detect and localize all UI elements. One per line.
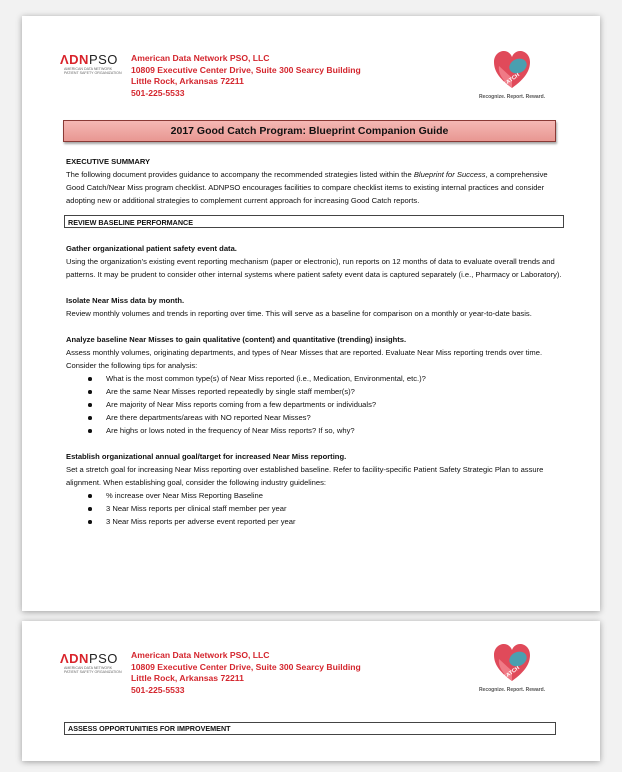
adnpso-logo: ΛDNPSO xyxy=(60,651,118,666)
logo-tagline: AMERICAN DATA NETWORK PATIENT SAFETY ORGANIZATION xyxy=(64,666,122,674)
letterhead xyxy=(22,16,600,106)
list-item: % increase over Near Miss Reporting Baseline xyxy=(106,489,566,502)
subsection-heading: Establish organizational annual goal/target for increased Near Miss reporting. xyxy=(66,452,347,461)
subsection-heading: Gather organizational patient safety event data. xyxy=(66,244,237,253)
list-item: What is the most common type(s) of Near Miss reported (i.e., Medication, Environmental, etc.)? xyxy=(106,372,566,385)
address-line: American Data Network PSO, LLC xyxy=(131,650,270,660)
section-heading: EXECUTIVE SUMMARY xyxy=(66,157,151,166)
good-catch-heart-icon xyxy=(492,48,532,92)
letterhead xyxy=(22,621,600,721)
address-line: Little Rock, Arkansas 72211 xyxy=(131,76,244,87)
paragraph: Using the organization’s existing event reporting mechanism (paper or electronic), run reports on 12 months of data to evaluate overall trends and patterns. It may be prudent to consider other internal systems where patient safety event data is captured separately (i.e., Pharmacy or Laboratory). xyxy=(66,257,562,279)
adnpso-logo: ΛDNPSO xyxy=(60,52,118,67)
address-line: 10809 Executive Center Drive, Suite 300 Searcy Building xyxy=(131,661,361,672)
address-line: 501-225-5533 xyxy=(131,684,185,695)
logo-tagline: AMERICAN DATA NETWORK PATIENT SAFETY ORGANIZATION xyxy=(64,67,122,75)
list-item: Are majority of Near Miss reports coming from a few departments or individuals? xyxy=(106,398,566,411)
address-line: Little Rock, Arkansas 72211 xyxy=(131,673,244,684)
subsection-heading: Isolate Near Miss data by month. xyxy=(66,296,185,305)
address-line: 10809 Executive Center Drive, Suite 300 Searcy Building xyxy=(131,64,361,75)
list-item: Are highs or lows noted in the frequency of Near Miss reports? If so, why? xyxy=(106,424,566,437)
list-item: Are the same Near Misses reported repeatedly by single staff member(s)? xyxy=(106,385,566,398)
list-item: 3 Near Miss reports per adverse event reported per year xyxy=(106,515,566,528)
paragraph: Set a stretch goal for increasing Near Miss reporting over established baseline. Refer to facility-specific Patient Safety Strategic Plan to assure alignment. When establishing goal, consider the following industry guidelines: xyxy=(66,465,544,487)
address-block xyxy=(131,650,361,696)
address-block xyxy=(131,53,361,99)
document-body xyxy=(66,155,566,528)
good-catch-heart-icon xyxy=(492,641,532,685)
section-bar-review-baseline: REVIEW BASELINE PERFORMANCE xyxy=(64,215,564,228)
paragraph: Assess monthly volumes, originating departments, and types of Near Misses that are reported. Evaluate Near Miss reporting trends over time. Consider the following tips for analysis: xyxy=(66,348,543,370)
bullet-list xyxy=(66,372,566,437)
paragraph: Review monthly volumes and trends in reporting over time. This will serve as a baseline for comparison on a monthly or year-to-date basis. xyxy=(66,309,532,318)
list-item: 3 Near Miss reports per clinical staff member per year xyxy=(106,502,566,515)
catch-word: CATCH xyxy=(501,665,521,682)
address-line: 501-225-5533 xyxy=(131,87,185,98)
subsection-heading: Analyze baseline Near Misses to gain qualitative (content) and quantitative (trending) insights. xyxy=(66,335,407,344)
document-page-2 xyxy=(22,621,600,761)
catch-tagline: Recognize. Report. Reward. xyxy=(478,687,546,693)
address-line: American Data Network PSO, LLC xyxy=(131,53,270,63)
document-page-1 xyxy=(22,16,600,611)
catch-tagline: Recognize. Report. Reward. xyxy=(478,94,546,100)
executive-summary-text: The following document provides guidance to accompany the recommended strategies listed within the Blueprint for Success, a comprehensive Good Catch/Near Miss program checklist. ADNPSO encourages facilities to compare checklist items to existing internal practices and consider adopting new or additional strategies to complement current approach for increasing Good Catch reports. xyxy=(66,170,548,205)
document-title: 2017 Good Catch Program: Blueprint Companion Guide xyxy=(63,120,556,142)
catch-word: CATCH xyxy=(501,72,521,89)
bullet-list xyxy=(66,489,566,528)
section-bar-assess-opportunities: ASSESS OPPORTUNITIES FOR IMPROVEMENT xyxy=(64,722,556,735)
list-item: Are there departments/areas with NO reported Near Misses? xyxy=(106,411,566,424)
